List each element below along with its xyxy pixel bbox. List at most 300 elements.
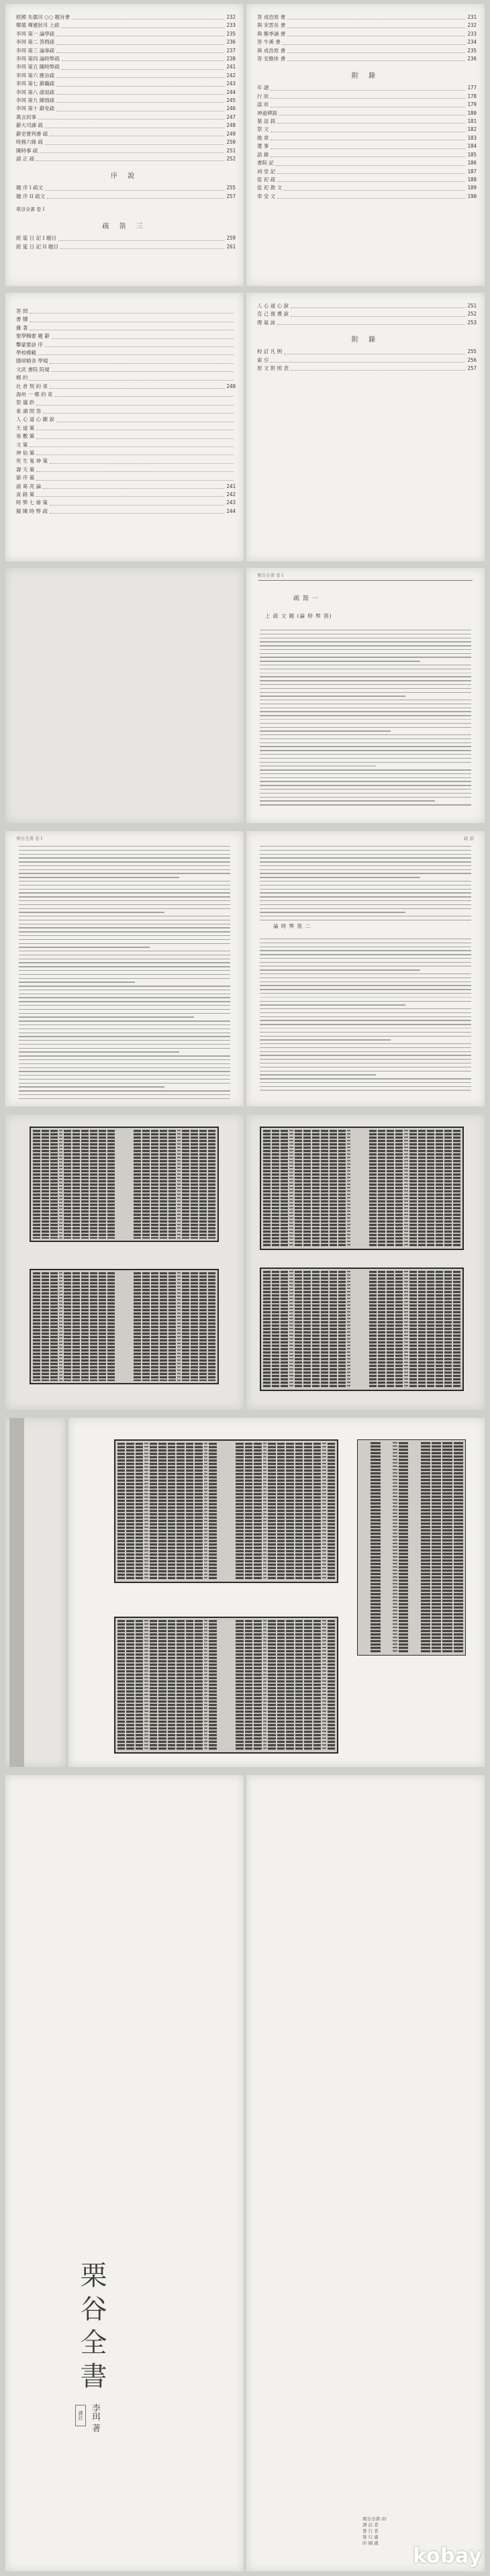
scan-text-column: [312, 1271, 320, 1388]
toc-entry: [5, 122, 244, 130]
leader-dots: [56, 47, 224, 53]
text-line: [260, 793, 471, 794]
toc-entry: [5, 234, 244, 242]
scan-text-column: [195, 1620, 202, 1750]
scan-text-column: [81, 1272, 89, 1381]
watermark: kobay: [413, 2544, 482, 2568]
toc-entry-title: 東 湖 問 答: [16, 408, 42, 414]
toc-entry-title: 海州 一 鄕 約 束: [16, 391, 53, 398]
page-text-left: [5, 831, 244, 1106]
scan-text-column: [352, 1271, 359, 1388]
text-line: [19, 892, 230, 893]
toc-entry-title: 陳時事 疏: [16, 147, 38, 154]
scan-text-column: [378, 1130, 385, 1247]
text-line: [260, 711, 471, 712]
section-heading: 附 錄: [351, 73, 380, 81]
leader-dots: [291, 310, 465, 316]
text-line: [260, 1032, 471, 1033]
toc-entry: [246, 168, 485, 176]
scan-text-column: [160, 1130, 167, 1239]
scan-text-column: [272, 1130, 279, 1247]
leader-dots: [62, 63, 225, 69]
scan-text-column: [281, 1271, 288, 1388]
text-line: [19, 1098, 230, 1099]
toc-entry: [5, 193, 244, 201]
toc-entry-title: 與 鄭季涵 書: [257, 30, 286, 37]
toc-entry-page: 249: [226, 130, 236, 137]
scan-text-column: [177, 1272, 181, 1381]
toc-entry-title: 李珥 第四 論時弊疏: [16, 56, 60, 62]
text-line: [19, 1009, 230, 1010]
text-line: [260, 738, 471, 739]
scan-text-column: [99, 1272, 106, 1381]
toc-entry-title: 人 心 道 心 說: [257, 303, 289, 309]
text-line: [19, 1036, 230, 1037]
toc-entry-title: 諸 葛 亮 論: [16, 483, 42, 489]
toc-entry-title: 李珥 第十 辭免疏: [16, 105, 55, 112]
scan-text-column: [382, 1442, 391, 1653]
toc-entry-title: 辭大司諫 疏: [16, 122, 43, 129]
scan-text-column: [125, 1130, 132, 1239]
leader-dots: [62, 55, 225, 61]
page-colophon: [246, 1775, 485, 2571]
toc-entry-page: 231: [467, 14, 477, 20]
toc-entry-title: 鄭德 禪遞狀의 上疏: [16, 22, 60, 29]
leader-dots: [291, 302, 465, 308]
running-header: 疏 箚: [463, 836, 474, 841]
text-line: [19, 1020, 230, 1021]
page-toc-left-1: [5, 4, 244, 286]
toc-entry: [246, 126, 485, 134]
toc-entry-page: 241: [226, 483, 236, 489]
text-line: [260, 969, 420, 970]
scan-text-column: [142, 1130, 150, 1239]
scan-text-column: [295, 1271, 302, 1388]
leader-dots: [30, 316, 234, 322]
leader-dots: [38, 349, 234, 355]
spread-6: [5, 1418, 485, 1767]
page-toc-right-2: [246, 293, 485, 561]
leader-dots: [50, 508, 224, 514]
scan-text-column: [263, 1620, 267, 1750]
colophon: [362, 2516, 387, 2546]
scan-text-column: [312, 1130, 320, 1247]
toc-entry-title: 從 祀 疏: [257, 176, 276, 183]
scan-text-column: [126, 1620, 134, 1750]
leader-dots: [50, 357, 234, 363]
book-title: 栗谷全書: [76, 2261, 107, 2395]
leader-dots: [36, 155, 224, 161]
leader-dots: [56, 72, 224, 78]
leader-dots: [277, 168, 465, 174]
scan-text-column: [107, 1130, 115, 1239]
toc-entry: [246, 142, 485, 150]
text-line: [19, 908, 230, 909]
leader-dots: [30, 374, 234, 380]
toc-entry: [5, 138, 244, 146]
scan-text-column: [454, 1442, 463, 1653]
scan-text-column: [158, 1443, 166, 1580]
leader-dots: [271, 356, 465, 363]
scan-text-column: [321, 1271, 328, 1388]
scan-text-column: [136, 1443, 143, 1580]
toc-entry: [5, 383, 244, 391]
toc-entry: [246, 117, 485, 126]
text-line: [260, 1043, 471, 1044]
text-line: [260, 719, 471, 720]
scan-text-column: [134, 1130, 141, 1239]
text-line: [260, 1082, 471, 1083]
scan-text-column: [453, 1271, 460, 1388]
author-line: 李珥 著: [90, 2403, 100, 2433]
scan-text-column: [236, 1443, 243, 1580]
scan-text-column: [158, 1620, 166, 1750]
leader-dots: [287, 21, 465, 28]
toc-entry-page: 247: [226, 113, 236, 120]
toc-entry-page: 244: [226, 89, 236, 95]
leader-dots: [287, 30, 465, 36]
text-line: [260, 765, 376, 766]
toc-entry-page: 186: [467, 160, 477, 166]
text-line: [260, 865, 471, 866]
toc-entry: [246, 176, 485, 184]
text-line: [19, 865, 230, 866]
scan-text-column: [204, 1443, 208, 1580]
scan-text-column: [72, 1130, 80, 1239]
leader-dots: [56, 97, 224, 103]
text-line: [260, 727, 471, 728]
colophon-line: 發 行 者: [362, 2528, 379, 2534]
scan-text-column: [263, 1271, 271, 1388]
toc-entry: [5, 366, 244, 374]
toc-entry-title: 隱屛精舍 學規: [16, 358, 48, 365]
text-line: [260, 688, 471, 689]
scan-text-column: [116, 1130, 124, 1239]
toc-entry: [5, 30, 244, 38]
toc-entry-title: 答 成浩原 書: [257, 14, 286, 20]
running-header: 栗谷全書 卷 I: [257, 573, 284, 578]
body-text: [260, 630, 471, 808]
scan-text-column: [116, 1272, 124, 1381]
scan-text-column: [151, 1272, 158, 1381]
colophon-line: 發 行 處: [362, 2534, 379, 2540]
section-heading: 序 說: [110, 173, 139, 181]
chapter-title: 疏 箚 一: [293, 595, 319, 602]
toc-entry-page: 178: [467, 93, 477, 99]
text-line: [260, 1016, 471, 1017]
toc-entry-title: 文 策: [16, 441, 28, 448]
leader-dots: [276, 159, 466, 165]
toc-entry: [5, 424, 244, 432]
toc-entry-page: 189: [467, 185, 477, 191]
scan-text-column: [295, 1620, 303, 1750]
toc-entry: [5, 408, 244, 416]
leader-dots: [45, 184, 224, 190]
scan-text-column: [444, 1130, 452, 1247]
scan-text-column: [168, 1443, 175, 1580]
toc-entry: [246, 159, 485, 167]
toc-entry-title: 李珥 第六 應旨疏: [16, 72, 55, 79]
toc-entry: [246, 365, 485, 373]
spread-2: [5, 293, 485, 561]
toc-entry-title: 李珥 第二 答問疏: [16, 39, 55, 46]
toc-entry: [5, 80, 244, 88]
text-line: [260, 1008, 471, 1009]
scan-text-column: [409, 1271, 417, 1388]
scan-text-column: [177, 1620, 184, 1750]
toc-entry: [5, 341, 244, 349]
text-line: [19, 850, 230, 851]
text-line: [19, 927, 230, 928]
text-line: [19, 1094, 230, 1095]
leader-dots: [284, 348, 465, 354]
leader-dots: [43, 408, 234, 414]
scan-text-column: [399, 1442, 408, 1653]
toc-entry-title: 李珥 第八 請退疏: [16, 89, 55, 95]
scan-text-column: [209, 1620, 216, 1750]
toc-entry-page: 256: [467, 356, 477, 363]
text-line: [260, 1039, 391, 1040]
text-line: [19, 1086, 164, 1087]
toc-entry-title: 原 文 對 照 表: [257, 365, 289, 372]
toc-entry: [5, 55, 244, 63]
page-toc-left-2: [5, 293, 244, 561]
toc-entry: [5, 441, 244, 449]
toc-entry-page: 235: [467, 47, 477, 54]
leader-dots: [287, 13, 465, 19]
leader-dots: [36, 424, 234, 430]
scan-text-column: [330, 1271, 337, 1388]
toc-entry-title: 社 倉 契 約 束: [16, 383, 48, 389]
scan-text-column: [107, 1272, 115, 1381]
scan-text-column: [42, 1130, 49, 1239]
text-line: [260, 645, 471, 646]
text-line: [260, 692, 471, 693]
leader-dots: [36, 474, 234, 480]
scan-text-column: [295, 1130, 302, 1247]
text-line: [260, 896, 471, 897]
colophon-line: 譯 註 者: [362, 2522, 379, 2528]
toc-entry: [5, 466, 244, 474]
toc-entry: [5, 63, 244, 71]
scan-text-column: [378, 1271, 385, 1388]
toc-entry-title: 擬 陳 時 弊 疏: [16, 508, 48, 514]
toc-entry: [5, 416, 244, 424]
scan-text-column: [371, 1442, 380, 1653]
text-line: [260, 715, 471, 716]
leader-dots: [271, 93, 465, 99]
scan-text-column: [418, 1271, 426, 1388]
scan-text-column: [395, 1130, 403, 1247]
scan-text-column: [432, 1442, 441, 1653]
scan-text-column: [404, 1271, 408, 1388]
scan-text-column: [360, 1442, 369, 1653]
scan-text-column: [50, 1130, 58, 1239]
scan-text-column: [303, 1130, 311, 1247]
page-scan-left-2: [5, 1418, 66, 1767]
leader-dots: [36, 466, 234, 472]
toc-entry-page: 188: [467, 176, 477, 183]
toc-entry-page: 248: [226, 122, 236, 129]
scan-text-column: [281, 1130, 288, 1247]
scan-text-column: [387, 1130, 394, 1247]
toc-entry: [5, 374, 244, 382]
toc-entry-title: 語 錄: [257, 151, 269, 158]
toc-entry: [5, 105, 244, 113]
text-line: [260, 762, 471, 763]
toc-entry-title: 辭吏曹判書 疏: [16, 130, 48, 137]
leader-dots: [30, 307, 234, 314]
leader-dots: [56, 30, 224, 36]
leader-dots: [56, 38, 224, 44]
scan-text-column: [204, 1620, 208, 1750]
toc-entry-title: 時務六條 疏: [16, 139, 43, 146]
toc-entry-title: 答 安應休 書: [257, 56, 286, 62]
leader-dots: [271, 142, 465, 148]
scan-text-column: [387, 1271, 394, 1388]
leader-dots: [56, 89, 224, 95]
text-line: [19, 1024, 230, 1025]
scan-text-column: [442, 1442, 452, 1653]
woodblock-scan-side: [357, 1439, 466, 1656]
toc-entry: [5, 130, 244, 138]
scan-text-column: [286, 1443, 293, 1580]
toc-entry: [5, 307, 244, 316]
toc-entry-title: 經國 先儒의 ○○ 題旨書: [16, 14, 70, 20]
scan-text-column: [117, 1443, 125, 1580]
text-line: [260, 965, 471, 966]
scan-text-column: [295, 1443, 303, 1580]
chapter-heading: 疏 箚 三: [102, 223, 147, 231]
seal-stamp: 譯註: [75, 2405, 86, 2426]
toc-entry: [5, 13, 244, 21]
toc-entry-title: 聖學輯要 題 辭: [16, 333, 50, 340]
scan-text-column: [369, 1130, 377, 1247]
leader-dots: [284, 184, 465, 190]
text-line: [260, 754, 471, 755]
text-line: [19, 939, 230, 940]
toc-entry-page: 241: [226, 64, 236, 70]
scan-text-column: [99, 1130, 106, 1239]
leader-dots: [271, 151, 465, 157]
toc-entry: [246, 101, 485, 109]
body-text: [260, 939, 471, 1094]
text-line: [19, 1005, 230, 1006]
scan-text-column: [134, 1272, 141, 1381]
toc-entry-page: 177: [467, 85, 477, 91]
text-line: [260, 854, 471, 855]
toc-entry-title: 與 宋雲長 書: [257, 22, 286, 29]
leader-dots: [283, 38, 466, 44]
scan-text-column: [347, 1271, 351, 1388]
toc-entry-title: 奉 安 文: [257, 193, 276, 199]
scan-text-column: [126, 1443, 134, 1580]
toc-entry: [246, 55, 485, 63]
toc-entry-page: 251: [467, 303, 477, 309]
scan-text-column: [90, 1130, 97, 1239]
text-line: [19, 1090, 230, 1091]
toc-entry: [246, 348, 485, 356]
scan-text-column: [268, 1443, 275, 1580]
toc-entry-title: 題 序 I 疏文: [16, 185, 44, 191]
scan-text-column: [50, 1272, 58, 1381]
toc-entry-title: 克 己 復 禮 說: [257, 311, 289, 318]
toc-entry: [246, 93, 485, 101]
toc-entry-title: 年 譜: [257, 85, 269, 91]
toc-entry-page: 257: [467, 365, 477, 372]
text-line: [260, 641, 471, 642]
scan-text-column: [182, 1130, 189, 1239]
scan-text-column: [168, 1620, 175, 1750]
scan-text-column: [59, 1130, 62, 1239]
scan-text-column: [208, 1130, 215, 1239]
toc-entry-page: 255: [467, 348, 477, 355]
scan-text-column: [395, 1271, 403, 1388]
scan-text-column: [160, 1272, 167, 1381]
toc-entry-page: 232: [467, 22, 477, 29]
scan-text-column: [421, 1442, 430, 1653]
toc-entry: [5, 491, 244, 499]
scan-text-column: [144, 1620, 148, 1750]
scan-text-column: [338, 1271, 346, 1388]
scan-text-column: [444, 1271, 452, 1388]
text-line: [260, 1004, 405, 1005]
leader-dots: [277, 319, 465, 325]
scan-text-column: [195, 1443, 202, 1580]
text-line: [260, 777, 471, 778]
text-line: [260, 989, 471, 990]
leader-dots: [50, 383, 224, 389]
page-text-right: [246, 831, 485, 1106]
toc-entry-page: 183: [467, 134, 477, 141]
toc-entry: [5, 457, 244, 465]
toc-entry-title: 題 序 II 疏文: [16, 193, 46, 199]
toc-entry-title: 李珥 第七 辭職疏: [16, 81, 55, 87]
toc-entry-page: 251: [226, 147, 236, 154]
scan-text-column: [328, 1443, 335, 1580]
toc-entry-title: 萬言封事: [16, 113, 36, 120]
leader-dots: [287, 47, 465, 53]
scan-text-column: [360, 1271, 368, 1388]
scan-text-column: [322, 1443, 326, 1580]
text-line: [19, 970, 230, 971]
toc-entry-page: 245: [226, 97, 236, 104]
text-line: [260, 973, 471, 974]
leader-dots: [56, 80, 224, 86]
woodblock-scan-top: [114, 1439, 338, 1583]
toc-entry-title: 經 筵 日 記 I 題目: [16, 235, 56, 242]
scan-text-column: [236, 1620, 243, 1750]
leader-dots: [62, 21, 225, 28]
toc-entry-page: 233: [467, 30, 477, 37]
text-line: [19, 885, 230, 886]
leader-dots: [45, 341, 234, 347]
toc-entry: [246, 134, 485, 142]
toc-entry-title: 貢 路 策: [16, 491, 35, 497]
scan-text-column: [245, 1443, 252, 1580]
text-line: [260, 649, 471, 650]
text-line: [19, 962, 230, 963]
leader-dots: [43, 483, 224, 489]
toc-entry: [5, 97, 244, 105]
toc-entry-title: 校 訂 凡 例: [257, 348, 283, 355]
text-line: [260, 1012, 471, 1013]
scan-text-column: [182, 1272, 189, 1381]
text-line: [260, 904, 471, 905]
text-line: [260, 769, 471, 770]
toc-entry-page: 234: [467, 39, 477, 46]
toc-entry-title: 諡 狀: [257, 101, 269, 108]
